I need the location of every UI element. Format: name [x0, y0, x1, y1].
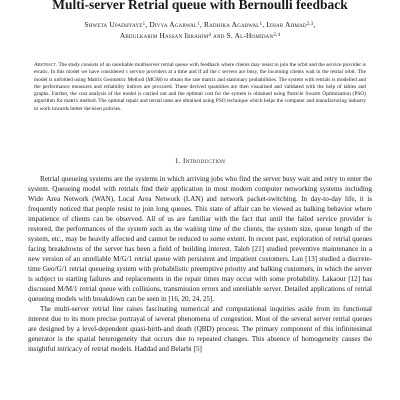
affiliation-mark: 4 [208, 32, 212, 38]
author-name: and S. Al-Homidan [211, 30, 274, 40]
section-title: Introduction [183, 157, 226, 165]
author-name: , Radhika Agarwal [199, 20, 260, 29]
abstract-heading: Abstract. [34, 62, 58, 68]
paper-title: Multi-server Retrial queue with Bernoulli feedback [52, 0, 348, 12]
paragraph: The multi-server retrial line raises fascinating numerical and computational inquiries aside from its functional interest due to its more precise portrayal of several phenomena of congestion. Most of the several server retrial queues are designed by a level-dependent quasi-birth-and death (QBD) process. The primary component of this infinitesimal generator is the spatial heterogeneity that occurs due to repeated changes. This absence of homogeneity causes the insightful intricacy of retrial models. Haddad and Belarbi [5] [28, 305, 372, 353]
affiliation-mark: 2,4 [273, 32, 281, 38]
author-name: Abdulkarim Hassan Ibrahim [119, 30, 209, 40]
abstract-text: The study consists of an unreliable multiserver retrial queue with feedback where clients may resist to join the orbit and the service provider is erratic. In this model we have considered c service providers at a time and if all the c servers are busy, the incoming clients wait in the retrial orbit. The model is unfolded using Matrix Geometric Method (MGM) to obtain the rate matrix and stationary probabilities. The system with retrials is modelled and the performance measures and reliability indices are procured. These derived quantities are then visualised and validated with the help of tables and graphs. Further, the cost analysis of the model is carried out and the optimal cost for the system is obtained using Particle Swarm Optimization (PSO) algorithm for matrix method. The optimal repair and retrial rates are obtained using PSO technique which helps the computer and manufacturing industry to work towards better decision policies. [34, 62, 366, 112]
author-name: , Izhar Ahmad [262, 20, 307, 29]
affiliation-mark: 2,3 [306, 22, 314, 27]
author-name: , Divya Agarwal [145, 20, 198, 29]
section-number: 1. [174, 157, 181, 165]
paragraph: Retrial queueing systems are the systems in which arriving jobs who find the server busy wait and retry to enter the system. Queueing model with retrials find their application in most modern computer networking systems including Wide Area Network (WAN), Local Area Network (LAN) and network packet-switching. In day-to-day life, it is frequently noticed that people resist to join long queues. This state of affair can be viewed as balking behavior where impatience of clients can be observed. All of us are familiar with the fact that until the failed service provider is restored, the performances of the system such as the waiting time of the clients, the system size, queue length of the system, etc., may be heavily affected and cannot be reduced to some extent. In recent past, exploration of retrial queues facing breakdowns of the server has been a field of building interest. Taleb [21] studied preventive maintenance in a new version of an unreliable M/G/1 retrial queue with persistent and impatient customers. Lan [13] studied a discrete-time Geo/G/1 retrial queueing system with probabilistic preemptive priority and balking customers, in which the server is subject to starting failures and replacements in the repair times may occur with some probability. Lakaour [12] has discussed M/M/1 retrial queue with collisions, transmission errors and unreliable server. Detailed applications of retrial queueing models with breakdown can be seen in [16, 20, 24, 25]. [28, 175, 372, 303]
introduction-body [28, 174, 372, 354]
affiliation-mark: 1 [142, 22, 146, 27]
affiliation-mark: 1 [259, 22, 263, 27]
author-name: Shweta Upadhyaye [84, 20, 143, 29]
affiliation-mark: 1 [197, 22, 200, 27]
abstract [34, 62, 366, 113]
author-list [20, 20, 380, 41]
section-heading [0, 157, 400, 165]
author-separator: , [313, 20, 316, 29]
